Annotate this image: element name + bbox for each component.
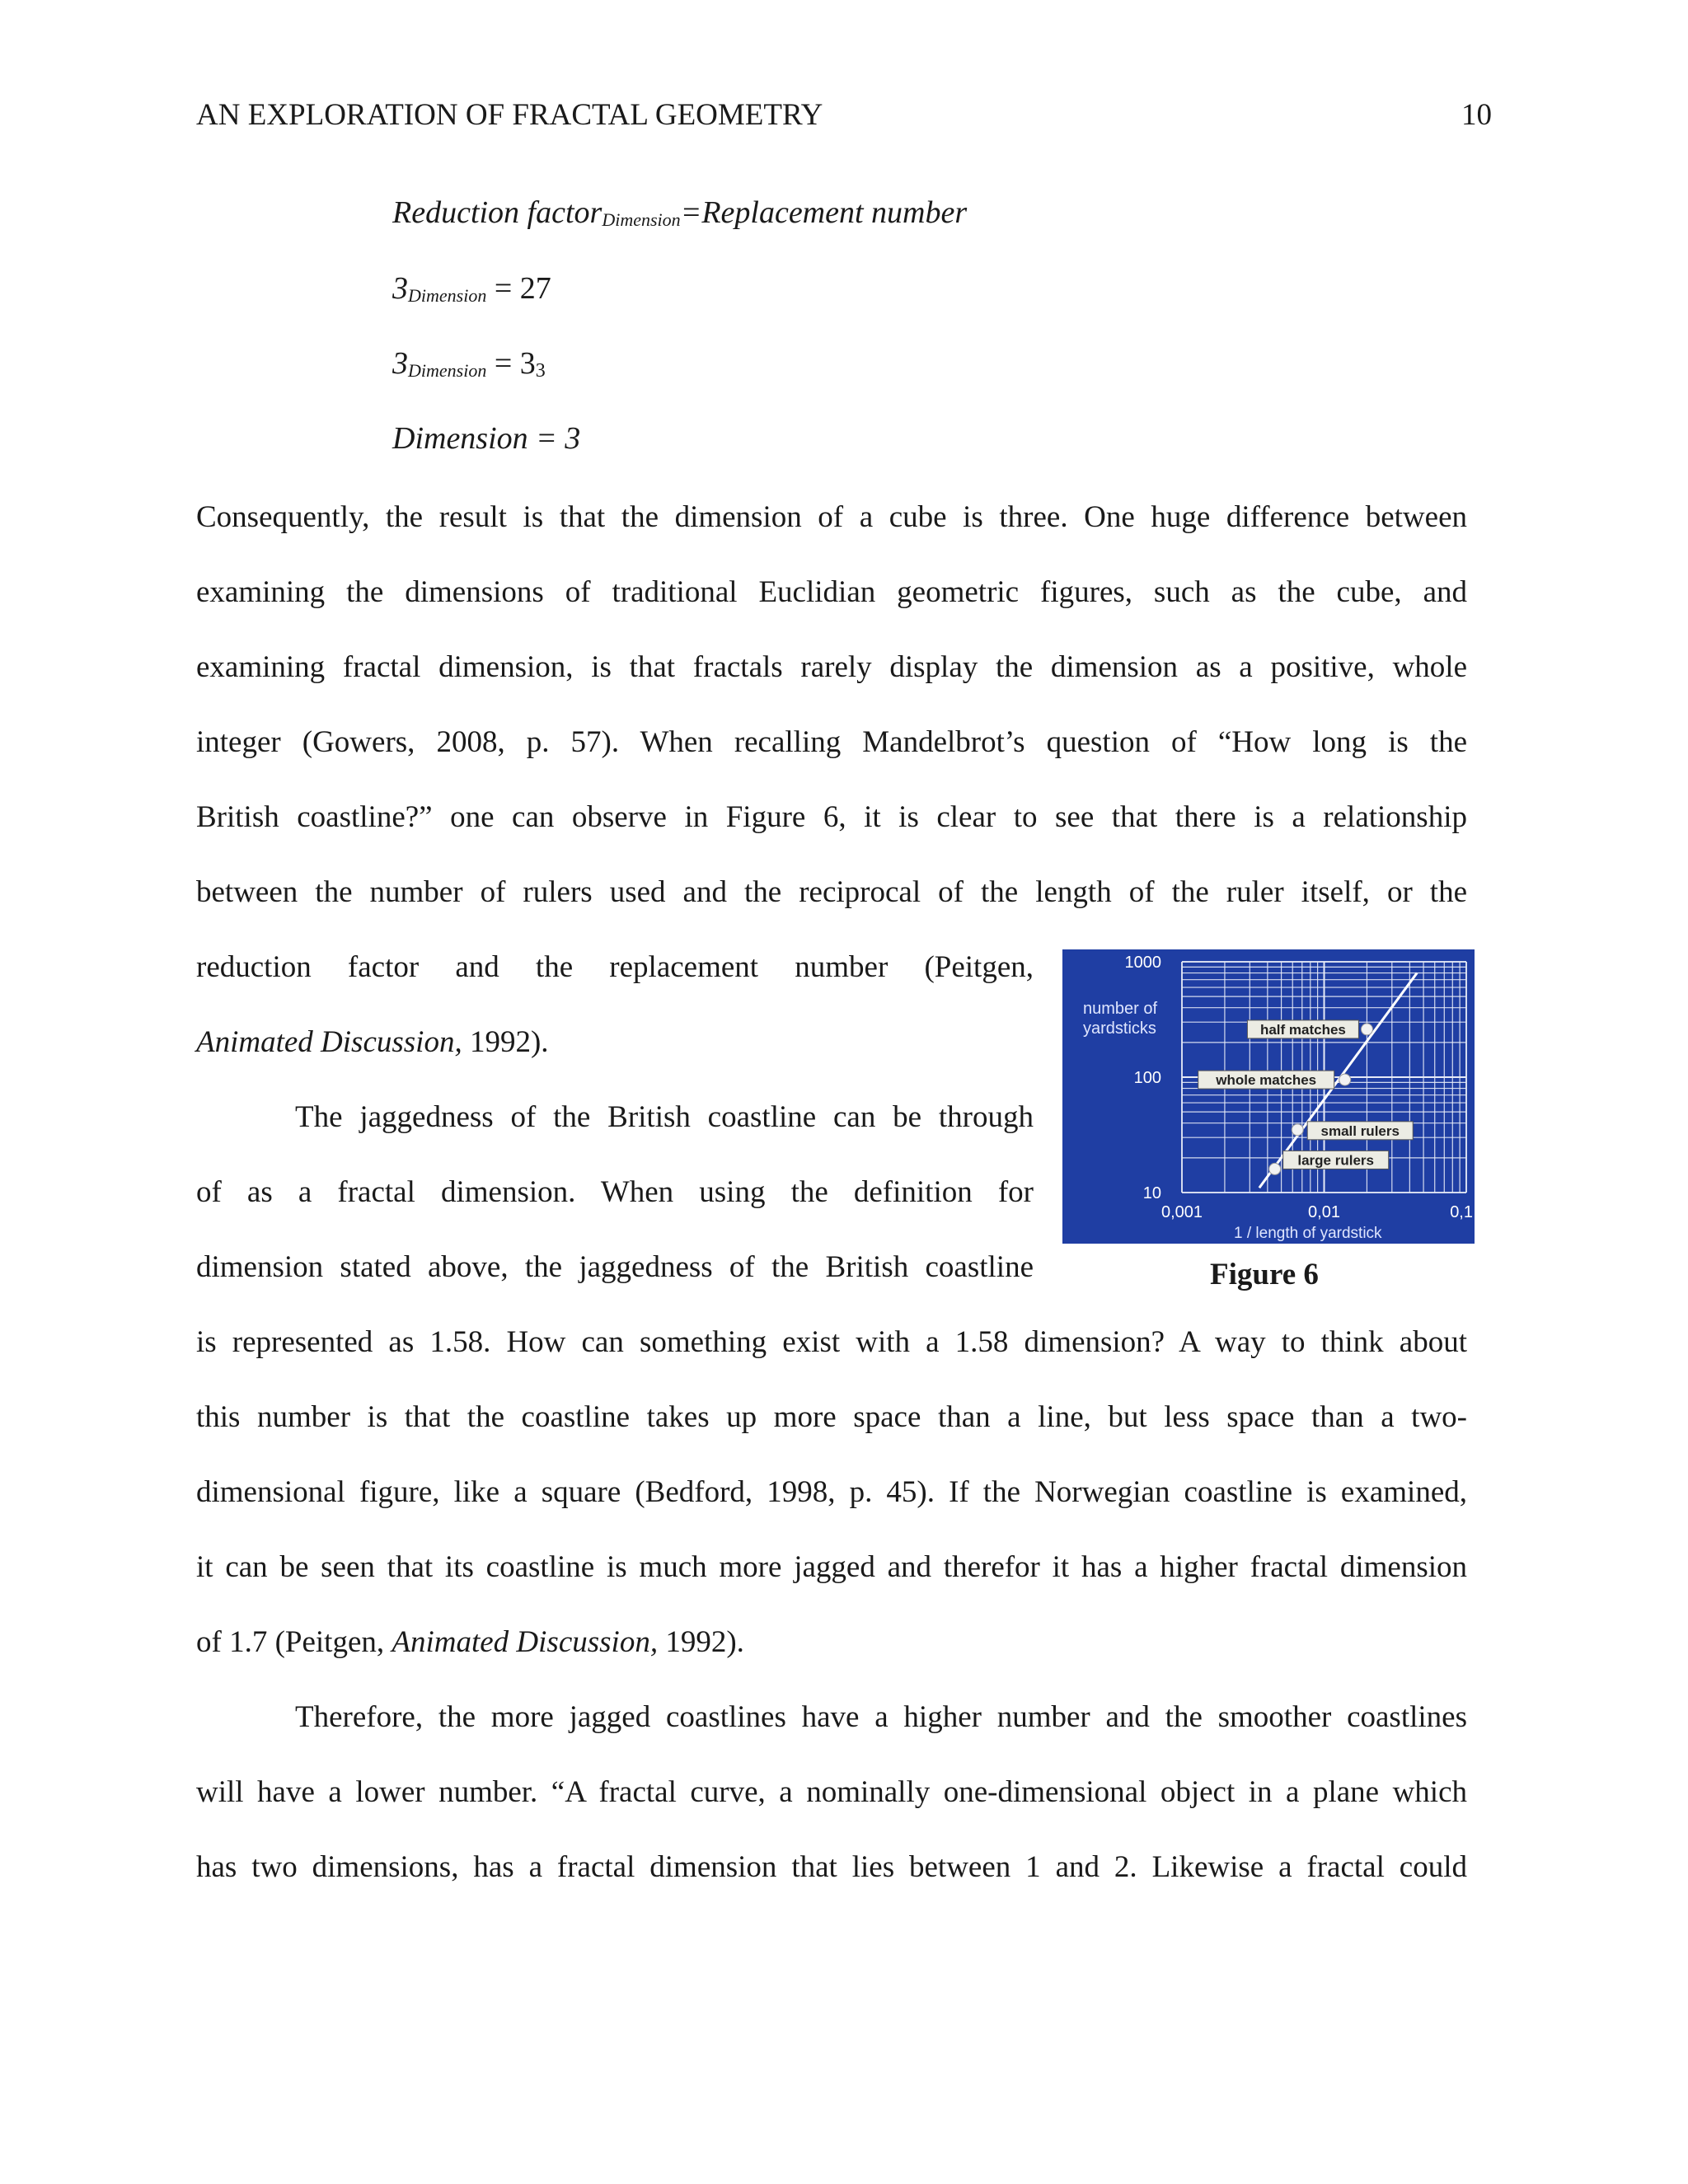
point-label: small rulers [1320,1122,1400,1139]
y-axis-label-line2: yardsticks [1083,1019,1156,1038]
eq1-dimension: Dimension [602,209,681,230]
eq2-base: 3 [392,271,408,306]
citation-year: 1992). [658,1625,744,1659]
eq3-dimension: Dimension [408,360,487,381]
x-tick-label: 0,01 [1308,1203,1340,1221]
y-axis-label-line1: number of [1083,1000,1158,1018]
body-line: Therefore, the more jagged coastlines have a higher number and the smoother coastlines [295,1700,1467,1734]
citation-year: 1992). [462,1025,549,1059]
equation-cube [392,270,551,307]
chart-background [1062,949,1475,1244]
body-line: British coastline?” one can observe in Figure 6, it is clear to see that there is a relationship [196,800,1467,834]
data-point [1361,1024,1372,1035]
equation-general [392,194,967,231]
body-line: The jaggedness of the British coastline can be through [295,1100,1034,1134]
x-tick-label: 0,1 [1450,1203,1473,1221]
citation-title: Animated Discussion, [392,1625,659,1659]
body-line: integer (Gowers, 2008, p. 57). When recalling Mandelbrot’s question of “How long is the [196,725,1467,759]
body-line: of as a fractal dimension. When using the definition for [196,1175,1034,1209]
point-label: whole matches [1216,1072,1317,1089]
body-text: of 1.7 (Peitgen, [196,1625,392,1659]
body-line: examining fractal dimension, is that fractals rarely display the dimension as a positive, whole [196,650,1467,684]
eq3-rhs: = 3 [486,346,536,381]
equation-result: Dimension = 3 [392,421,581,456]
body-line: this number is that the coastline takes up more space than a line, but less space than a two- [196,1400,1467,1434]
coastline-chart [1062,949,1475,1244]
eq3-exponent: 3 [535,360,546,382]
data-point [1339,1074,1351,1085]
point-label: large rulers [1297,1152,1374,1169]
equation-cube-power [392,345,546,382]
figure-6 [1062,949,1475,1244]
eq3-base: 3 [392,346,408,381]
data-point [1269,1163,1281,1174]
eq1-rhs: =Replacement number [680,195,968,230]
body-line: between the number of rulers used and the reciprocal of the length of the ruler itself, or the [196,875,1467,909]
y-tick-label: 100 [1133,1069,1161,1087]
data-point [1292,1124,1303,1136]
y-tick-label: 10 [1142,1184,1161,1202]
running-title: AN EXPLORATION OF FRACTAL GEOMETRY [196,98,823,132]
body-line: has two dimensions, has a fractal dimension that lies between 1 and 2. Likewise a fractal could [196,1850,1467,1884]
point-label: half matches [1259,1021,1346,1038]
body-line: is represented as 1.58. How can something exist with a 1.58 dimension? A way to think about [196,1325,1467,1359]
x-tick-label: 0,001 [1160,1203,1203,1221]
body-line: it can be seen that its coastline is much more jagged and therefor it has a higher fractal dimension [196,1550,1467,1584]
eq2-rhs: = 27 [486,271,551,306]
body-line: examining the dimensions of traditional Euclidian geometric figures, such as the cube, and [196,575,1467,609]
running-header [196,97,1492,138]
body-line: dimensional figure, like a square (Bedford, 1998, p. 45). If the Norwegian coastline is examined, [196,1475,1467,1509]
body-line: dimension stated above, the jaggedness of the British coastline [196,1250,1034,1284]
figure-caption: Figure 6 [1210,1258,1319,1291]
eq2-dimension: Dimension [408,285,487,306]
page-number: 10 [1461,98,1492,132]
body-line: will have a lower number. “A fractal curve, a nominally one-dimensional object in a plane which [196,1775,1467,1809]
y-tick-label: 1000 [1124,954,1161,972]
body-line [196,1622,744,1663]
body-line: Consequently, the result is that the dimension of a cube is three. One huge difference between [196,500,1467,534]
citation-title: Animated Discussion, [196,1025,462,1059]
x-axis-label: 1 / length of yardstick [1234,1225,1382,1242]
eq1-lhs: Reduction factor [392,195,603,230]
body-line [196,1022,549,1063]
body-line: reduction factor and the replacement number (Peitgen, [196,950,1034,984]
